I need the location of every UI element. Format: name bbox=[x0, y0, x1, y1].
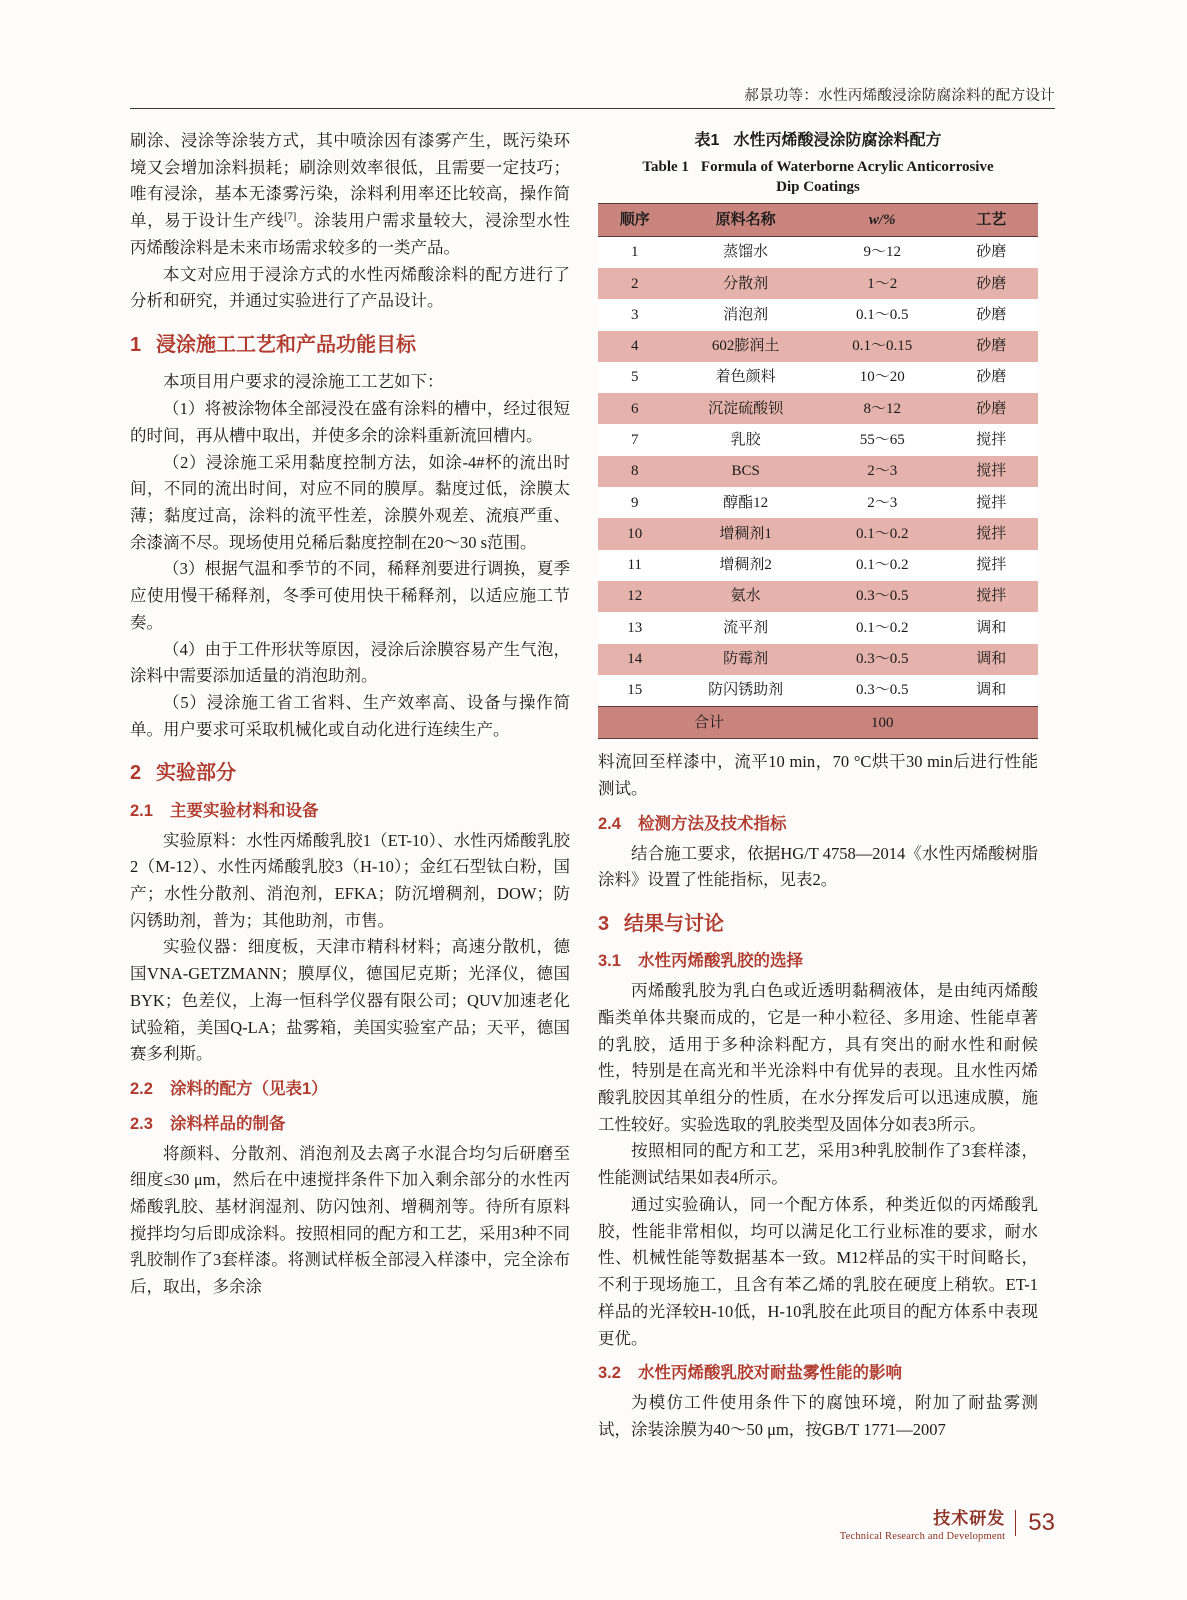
cell-order: 5 bbox=[598, 362, 671, 393]
column-header-mass-fraction: w/% bbox=[820, 204, 945, 236]
subsection-number: 3.2 bbox=[598, 1364, 621, 1383]
paragraph: 结合施工要求，依据HG/T 4758—2014《水性丙烯酸树脂涂料》设置了性能指标，见表2。 bbox=[598, 843, 1038, 890]
table-number-en: Table 1 bbox=[642, 158, 689, 175]
subsection-number: 2.2 bbox=[130, 1080, 153, 1099]
cell-process: 搅拌 bbox=[945, 456, 1039, 487]
cell-mass: 0.1～0.15 bbox=[820, 331, 945, 362]
cell-process: 搅拌 bbox=[945, 487, 1039, 518]
table-row bbox=[598, 393, 1038, 424]
cell-material: 着色颜料 bbox=[671, 362, 820, 393]
paragraph-continued bbox=[130, 128, 570, 262]
cell-order: 11 bbox=[598, 550, 671, 581]
table-row bbox=[598, 456, 1038, 487]
reference-superscript: [7] bbox=[284, 211, 297, 223]
subsection-title: 涂料样品的制备 bbox=[170, 1114, 286, 1133]
table-row bbox=[598, 362, 1038, 393]
cell-mass: 1～2 bbox=[820, 268, 945, 299]
paragraph: （4）由于工件形状等原因，浸涂后涂膜容易产生气泡，涂料中需要添加适量的消泡助剂。 bbox=[130, 639, 570, 686]
paragraph: （5）浸涂施工省工省料、生产效率高、设备与操作简单。用户要求可采取机械化或自动化进行连续生产。 bbox=[130, 693, 570, 739]
paragraph: 为模仿工件使用条件下的腐蚀环境，附加了耐盐雾测试，涂装涂膜为40～50 μm，按GB/T 1771—2007 bbox=[598, 1392, 1038, 1439]
paragraph-continued-tail: 。涂装用户需求量较大，浸涂型水性丙烯酸涂料是未来市场需求较多的一类产品。 bbox=[130, 211, 571, 257]
table-row bbox=[598, 424, 1038, 455]
subsection-heading-3-2 bbox=[598, 1360, 1038, 1387]
table-title-cn bbox=[598, 128, 1038, 154]
cell-mass: 9～12 bbox=[820, 236, 945, 268]
subsection-number: 3.1 bbox=[598, 952, 621, 971]
subsection-number: 2.4 bbox=[598, 814, 621, 833]
section-heading-3 bbox=[598, 908, 1038, 940]
section-heading-1 bbox=[130, 329, 570, 361]
cell-mass: 10～20 bbox=[820, 362, 945, 393]
total-process bbox=[945, 707, 1039, 739]
table-row bbox=[598, 644, 1038, 675]
cell-mass: 0.1～0.2 bbox=[820, 518, 945, 549]
cell-mass: 2～3 bbox=[820, 487, 945, 518]
cell-material: 防闪锈助剂 bbox=[671, 675, 820, 707]
page-footer bbox=[840, 1504, 1055, 1542]
table-row bbox=[598, 299, 1038, 330]
page-number: 53 bbox=[1015, 1510, 1055, 1536]
table-title-en-line1: Formula of Waterborne Acrylic Anticorrosive bbox=[700, 158, 994, 175]
cell-order: 15 bbox=[598, 675, 671, 707]
subsection-number: 2.3 bbox=[130, 1114, 153, 1133]
cell-material: 602膨润土 bbox=[671, 331, 820, 362]
cell-order: 9 bbox=[598, 487, 671, 518]
paragraph: 丙烯酸乳胶为乳白色或近透明黏稠液体，是由纯丙烯酸酯类单体共聚而成的，它是一种小粒径、多用途、性能卓著的乳胶，适用于多种涂料配方，具有突出的耐水性和耐候性，特别是在高光和半光涂料中有优异的表现。且水性丙烯酸乳胶因其单组分的性质，在水分挥发后可以迅速成膜，施工性较好。实验选取的乳胶类型及固体分如表3所示。 bbox=[598, 981, 1038, 1134]
column-header-order: 顺序 bbox=[598, 204, 671, 236]
paragraph: 实验仪器：细度板，天津市精科材料；高速分散机，德国VNA-GETZMANN；膜厚仪，德国尼克斯；光泽仪，德国BYK；色差仪，上海一恒科学仪器有限公司；QUV加速老化试验箱，美国Q-LA；盐雾箱，美国实验室产品；天平，德国赛多利斯。 bbox=[130, 937, 570, 1064]
footer-label-en: Technical Research and Development bbox=[839, 1531, 1006, 1542]
cell-mass: 8～12 bbox=[820, 393, 945, 424]
cell-material: 分散剂 bbox=[671, 268, 820, 299]
running-header: 郝景功等：水性丙烯酸浸涂防腐涂料的配方设计 bbox=[744, 88, 1055, 104]
cell-material: 防霉剂 bbox=[671, 644, 820, 675]
total-label: 合计 bbox=[598, 707, 820, 739]
cell-material: 蒸馏水 bbox=[671, 236, 820, 268]
left-column bbox=[130, 128, 570, 1301]
cell-material: 沉淀硫酸钡 bbox=[671, 393, 820, 424]
cell-mass: 2～3 bbox=[820, 456, 945, 487]
table-row bbox=[598, 268, 1038, 299]
subsection-heading-2-1 bbox=[130, 798, 570, 825]
cell-material: 增稠剂2 bbox=[671, 550, 820, 581]
cell-material: 消泡剂 bbox=[671, 299, 820, 330]
cell-process: 搅拌 bbox=[945, 581, 1039, 612]
cell-material: 乳胶 bbox=[671, 424, 820, 455]
cell-mass: 55～65 bbox=[820, 424, 945, 455]
subsection-title: 检测方法及技术指标 bbox=[638, 814, 787, 833]
table-title-cn-text: 水性丙烯酸浸涂防腐涂料配方 bbox=[733, 132, 942, 149]
subsection-heading-2-3 bbox=[130, 1111, 570, 1138]
cell-process: 搅拌 bbox=[945, 424, 1039, 455]
subsection-title: 涂料的配方（见表1） bbox=[170, 1080, 328, 1099]
subsection-number: 2.1 bbox=[130, 801, 153, 820]
paragraph: （3）根据气温和季节的不同，稀释剂要进行调换，夏季应使用慢干稀释剂，冬季可使用快干稀释剂，以适应施工节奏。 bbox=[130, 559, 570, 632]
cell-order: 7 bbox=[598, 424, 671, 455]
table-row bbox=[598, 581, 1038, 612]
cell-order: 8 bbox=[598, 456, 671, 487]
column-header-material: 原料名称 bbox=[671, 204, 820, 236]
right-column bbox=[598, 128, 1038, 1443]
cell-process: 调和 bbox=[945, 644, 1039, 675]
table-row bbox=[598, 236, 1038, 268]
section-heading-2 bbox=[130, 757, 570, 789]
cell-order: 3 bbox=[598, 299, 671, 330]
cell-process: 砂磨 bbox=[945, 299, 1039, 330]
cell-process: 砂磨 bbox=[945, 362, 1039, 393]
cell-mass: 0.3～0.5 bbox=[820, 581, 945, 612]
cell-process: 搅拌 bbox=[945, 518, 1039, 549]
paragraph-continued: 料流回至样漆中，流平10 min，70 °C烘干30 min后进行性能测试。 bbox=[598, 752, 1038, 799]
paragraph: 本文对应用于浸涂方式的水性丙烯酸涂料的配方进行了分析和研究，并通过实验进行了产品设计。 bbox=[130, 264, 570, 311]
paragraph-continued-text: 刷涂、浸涂等涂装方式，其中喷涂因有漆雾产生，既污染环境又会增加涂料损耗；刷涂则效率很低，且需要一定技巧；唯有浸涂，基本无漆雾污染，涂料利用率还比较高，操作简单，易于设计生产线 bbox=[130, 131, 570, 231]
cell-mass: 0.3～0.5 bbox=[820, 675, 945, 707]
paragraph: 实验原料：水性丙烯酸乳胶1（ET-10）、水性丙烯酸乳胶2（M-12）、水性丙烯酸乳胶3（H-10）；金红石型钛白粉，国产；水性分散剂、消泡剂，EFKA；防沉增稠剂，DOW；防闪锈助剂，普为；其他助剂，市售。 bbox=[130, 830, 570, 930]
cell-process: 砂磨 bbox=[945, 268, 1039, 299]
paragraph: 按照相同的配方和工艺，采用3种乳胶制作了3套样漆，性能测试结果如表4所示。 bbox=[598, 1141, 1038, 1188]
formula-table bbox=[598, 203, 1038, 739]
cell-mass: 0.3～0.5 bbox=[820, 644, 945, 675]
paragraph: 通过实验确认，同一个配方体系，种类近似的丙烯酸乳胶，性能非常相似，均可以满足化工行业标准的要求，耐水性、机械性能等数据基本一致。M12样品的实干时间略长，不利于现场施工，且含有苯乙烯的乳胶在硬度上稍软。ET-1样品的光泽较H-10低，H-10乳胶在此项目的配方体系中表现更优。 bbox=[598, 1194, 1038, 1348]
cell-process: 调和 bbox=[945, 612, 1039, 643]
cell-process: 砂磨 bbox=[945, 393, 1039, 424]
cell-material: BCS bbox=[671, 456, 820, 487]
header-rule bbox=[130, 108, 1055, 109]
subsection-title: 水性丙烯酸乳胶的选择 bbox=[638, 952, 803, 971]
cell-process: 搅拌 bbox=[945, 550, 1039, 581]
paragraph: （1）将被涂物体全部浸没在盛有涂料的槽中，经过很短的时间，再从槽中取出，并使多余的涂料重新流回槽内。 bbox=[130, 399, 570, 445]
cell-order: 2 bbox=[598, 268, 671, 299]
subsection-title: 主要实验材料和设备 bbox=[170, 801, 319, 820]
section-number: 2 bbox=[130, 762, 142, 785]
cell-material: 氨水 bbox=[671, 581, 820, 612]
footer-label-block bbox=[840, 1504, 1006, 1542]
table-row bbox=[598, 675, 1038, 707]
cell-mass: 0.1～0.2 bbox=[820, 550, 945, 581]
section-title: 实验部分 bbox=[156, 762, 236, 785]
cell-order: 12 bbox=[598, 581, 671, 612]
cell-material: 增稠剂1 bbox=[671, 518, 820, 549]
subsection-title: 水性丙烯酸乳胶对耐盐雾性能的影响 bbox=[638, 1364, 902, 1383]
cell-mass: 0.1～0.2 bbox=[820, 612, 945, 643]
paragraph: 将颜料、分散剂、消泡剂及去离子水混合均匀后研磨至细度≤30 μm，然后在中速搅拌条件下加入剩余部分的水性丙烯酸乳胶、基材润湿剂、防闪蚀剂、增稠剂等。待所有原料搅拌均匀后即成涂料。按照相同的配方和工艺，采用3种不同乳胶制作了3套样漆。将测试样板全部浸入样漆中，完全涂布后，取出，多余涂 bbox=[130, 1143, 570, 1297]
table-title-en-line2: Dip Coatings bbox=[776, 179, 860, 196]
footer-label-cn: 技术研发 bbox=[933, 1509, 1006, 1528]
cell-order: 10 bbox=[598, 518, 671, 549]
paragraph: （2）浸涂施工采用黏度控制方法，如涂-4#杯的流出时间，不同的流出时间，对应不同的膜厚。黏度过低，涂膜太薄；黏度过高，涂料的流平性差，涂膜外观差、流痕严重、余漆滴不尽。现场使用兑稀后黏度控制在20～30 s范围。 bbox=[130, 452, 570, 552]
table-row bbox=[598, 518, 1038, 549]
table-number-cn: 表1 bbox=[694, 132, 720, 149]
table-row bbox=[598, 612, 1038, 643]
cell-mass: 0.1～0.5 bbox=[820, 299, 945, 330]
column-header-process: 工艺 bbox=[945, 204, 1039, 236]
table-title-en bbox=[598, 157, 1038, 198]
table-total-row bbox=[598, 707, 1038, 739]
subsection-heading-3-1 bbox=[598, 948, 1038, 975]
cell-process: 砂磨 bbox=[945, 331, 1039, 362]
table-row bbox=[598, 550, 1038, 581]
table-header-row bbox=[598, 204, 1038, 236]
cell-process: 调和 bbox=[945, 675, 1039, 707]
section-title: 浸涂施工工艺和产品功能目标 bbox=[156, 334, 416, 357]
section-number: 1 bbox=[130, 334, 142, 357]
section-title: 结果与讨论 bbox=[624, 913, 724, 936]
cell-material: 醇酯12 bbox=[671, 487, 820, 518]
cell-material: 流平剂 bbox=[671, 612, 820, 643]
total-value: 100 bbox=[820, 707, 945, 739]
table-1 bbox=[598, 128, 1038, 739]
cell-process: 砂磨 bbox=[945, 236, 1039, 268]
table-row bbox=[598, 331, 1038, 362]
section-number: 3 bbox=[598, 913, 610, 936]
cell-order: 14 bbox=[598, 644, 671, 675]
cell-order: 6 bbox=[598, 393, 671, 424]
subsection-heading-2-2 bbox=[130, 1076, 570, 1103]
subsection-heading-2-4 bbox=[598, 811, 1038, 838]
paragraph: 本项目用户要求的浸涂施工工艺如下： bbox=[163, 372, 444, 392]
cell-order: 4 bbox=[598, 331, 671, 362]
cell-order: 1 bbox=[598, 236, 671, 268]
table-row bbox=[598, 487, 1038, 518]
cell-order: 13 bbox=[598, 612, 671, 643]
